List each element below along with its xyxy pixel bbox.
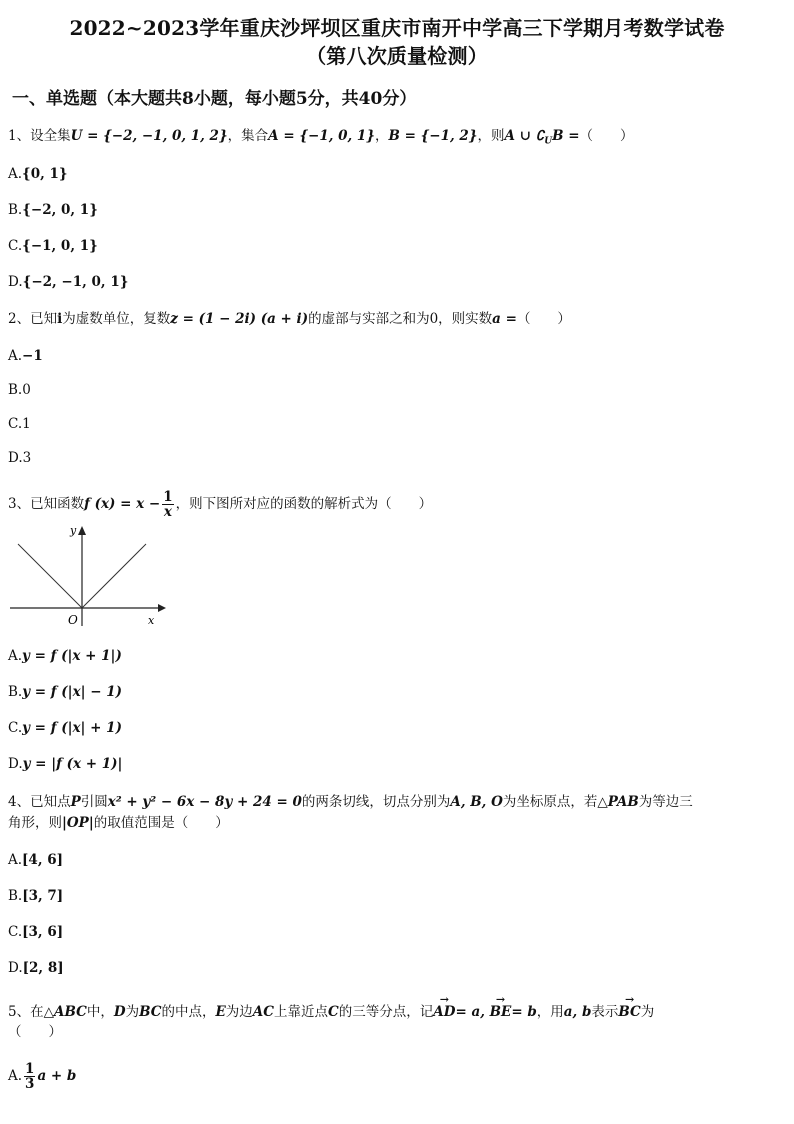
- option-value: y = f (|x| + 1): [22, 720, 122, 736]
- q4-circle-equation: x² + y² − 6x − 8y + 24 = 0: [107, 794, 302, 810]
- q2-prefix: 2、已知: [8, 311, 58, 327]
- q5-point-d: D: [113, 1004, 126, 1020]
- q4-text4: 为等边三: [638, 794, 693, 810]
- option-value: y = |f (x + 1)|: [22, 756, 123, 772]
- option-value: 3: [22, 450, 32, 466]
- q4-prefix: 4、已知点: [8, 794, 71, 810]
- q5-eq2: = b: [511, 1004, 537, 1020]
- fraction-numerator: 1: [25, 1061, 35, 1077]
- option-label: A.: [8, 648, 23, 664]
- option-label: A.: [8, 1068, 23, 1084]
- option-value: y = f (|x| − 1): [22, 684, 123, 700]
- q5-segment-bc: BC: [139, 1004, 162, 1020]
- option-label: A.: [8, 852, 23, 868]
- y-axis-arrow: [78, 526, 86, 535]
- q5-text7: ，用: [536, 1004, 564, 1020]
- option-label: C.: [8, 924, 23, 940]
- q1-prefix: 1、设全集: [8, 128, 71, 144]
- q4-option-a[interactable]: [8, 850, 63, 870]
- question-4-line1: [8, 792, 693, 812]
- question-5-line2: [8, 1022, 62, 1042]
- q3-function-graph: [8, 522, 168, 632]
- graph-right-branch: [82, 544, 146, 608]
- option-value: −1: [22, 348, 43, 364]
- q3-option-b[interactable]: [8, 682, 122, 702]
- q1-text: ，集合: [227, 128, 269, 144]
- graph-left-branch: [18, 544, 82, 608]
- q4-triangle: PAB: [607, 794, 639, 810]
- q2-option-d[interactable]: [8, 448, 31, 468]
- q5-prefix: 5、在△: [8, 1004, 54, 1020]
- q4-option-c[interactable]: [8, 922, 63, 942]
- q2-expression: z = (1 − 2i) (a + i): [170, 311, 309, 327]
- q5-text4: 为边: [225, 1004, 253, 1020]
- q4-option-b[interactable]: [8, 886, 63, 906]
- option-value: {−1, 0, 1}: [22, 238, 98, 254]
- q5-vector-be: → BE: [490, 1002, 512, 1022]
- q3-fraction: [162, 490, 173, 519]
- q5-vector-bc: → BC: [618, 1002, 640, 1022]
- option-label: B.: [8, 684, 23, 700]
- option-label: D.: [8, 450, 23, 466]
- q4-text: 引圆: [80, 794, 108, 810]
- option-value: [4, 6]: [22, 852, 64, 868]
- q4-line2-prefix: 角形，则: [8, 815, 62, 831]
- page-subtitle: （第八次质量检测）: [306, 44, 488, 68]
- q4-point-p: P: [70, 794, 81, 810]
- q5-eq1: = a,: [455, 1004, 490, 1020]
- option-value: [3, 7]: [22, 888, 64, 904]
- q2-variable: a =: [492, 311, 517, 327]
- q3-prefix: 3、已知函数: [8, 496, 85, 512]
- q5-vectors-ab: a, b: [563, 1004, 592, 1020]
- q5-point-e: E: [215, 1004, 226, 1020]
- option-label: C.: [8, 720, 23, 736]
- section-heading: 一、单选题（本大题共8小题，每小题5分，共40分）: [12, 89, 417, 109]
- q5-text9: 为: [640, 1004, 655, 1020]
- q2-option-b[interactable]: [8, 380, 31, 400]
- q2-option-c[interactable]: [8, 414, 31, 434]
- q5-text8: 表示: [591, 1004, 619, 1020]
- q1-option-c[interactable]: [8, 236, 98, 256]
- q5-point-c: C: [328, 1004, 339, 1020]
- question-3: [8, 490, 432, 519]
- option-value: {−2, −1, 0, 1}: [22, 274, 129, 290]
- option-label: D.: [8, 960, 23, 976]
- q5-triangle: ABC: [53, 1004, 87, 1020]
- q5-option-a-fraction: [24, 1062, 35, 1091]
- q5-answer-blank: （ ）: [8, 1024, 62, 1040]
- q1-universal-set: U = {−2, −1, 0, 1, 2}: [70, 128, 228, 144]
- option-label: D.: [8, 756, 23, 772]
- question-4-line2: [8, 813, 229, 833]
- q5-text2: 为: [125, 1004, 140, 1020]
- q1-option-b[interactable]: [8, 200, 98, 220]
- q2-option-a[interactable]: [8, 346, 43, 366]
- option-value: {0, 1}: [22, 166, 68, 182]
- q2-text: 为虚数单位，复数: [62, 311, 171, 327]
- q4-text3: 为坐标原点，若△: [502, 794, 608, 810]
- fraction-numerator: 1: [163, 489, 173, 505]
- option-value: {−2, 0, 1}: [22, 202, 98, 218]
- option-value: a + b: [37, 1068, 77, 1084]
- option-label: C.: [8, 238, 23, 254]
- q1-answer-blank: （ ）: [579, 128, 634, 144]
- q5-text5: 上靠近点: [274, 1004, 329, 1020]
- q4-option-d[interactable]: [8, 958, 64, 978]
- q1-expression: A ∪ ∁: [504, 128, 545, 144]
- q1-text2: ，则: [477, 128, 505, 144]
- q1-expression-end: B =: [552, 128, 580, 144]
- q1-subscript: U: [544, 136, 553, 147]
- q5-option-a[interactable]: [8, 1062, 76, 1091]
- q4-points: A, B, O: [450, 794, 503, 810]
- q5-text6: 的三等分点，记: [338, 1004, 434, 1020]
- option-label: D.: [8, 274, 23, 290]
- q5-text: 中，: [86, 1004, 114, 1020]
- q2-text2: 的虚部与实部之和为0，则实数: [308, 311, 493, 327]
- question-2: [8, 309, 571, 329]
- fraction-denominator: x: [163, 504, 172, 520]
- option-label: B.: [8, 382, 23, 398]
- q2-answer-blank: （ ）: [516, 311, 571, 327]
- q5-segment-ac: AC: [252, 1004, 275, 1020]
- x-axis-arrow: [158, 604, 166, 612]
- q3-expression: f (x) = x −: [84, 496, 161, 512]
- origin-label: O: [68, 613, 78, 627]
- question-5-line1: [8, 1002, 654, 1022]
- q3-text: ，则下图所对应的函数的解析式为（ ）: [175, 496, 433, 512]
- option-label: B.: [8, 888, 23, 904]
- q5-vector-ad: → AD: [433, 1002, 455, 1022]
- option-value: 1: [22, 416, 31, 432]
- q1-set-a: A = {−1, 0, 1}: [268, 128, 375, 144]
- option-value: 0: [22, 382, 31, 398]
- option-value: [3, 6]: [22, 924, 64, 940]
- q4-text2: 的两条切线，切点分别为: [301, 794, 451, 810]
- q1-option-d[interactable]: [8, 272, 128, 292]
- question-1: [8, 126, 634, 152]
- option-value: y = f (|x + 1|): [22, 648, 122, 664]
- q4-op-length: |OP|: [62, 815, 94, 831]
- q2-imag-unit: i: [57, 311, 63, 327]
- x-axis-label: x: [148, 614, 155, 627]
- q3-option-c[interactable]: [8, 718, 122, 738]
- q3-option-d[interactable]: [8, 754, 122, 774]
- option-label: A.: [8, 348, 23, 364]
- q1-set-b: B = {−1, 2}: [388, 128, 478, 144]
- q1-option-a[interactable]: [8, 164, 68, 184]
- option-label: B.: [8, 202, 23, 218]
- y-axis-label: y: [70, 524, 77, 537]
- q5-text3: 的中点，: [161, 1004, 216, 1020]
- q4-line2-suffix: 的取值范围是（ ）: [93, 815, 229, 831]
- option-label: A.: [8, 166, 23, 182]
- q3-option-a[interactable]: [8, 646, 122, 666]
- fraction-denominator: 3: [25, 1076, 35, 1092]
- option-label: C.: [8, 416, 23, 432]
- q1-sep: ，: [374, 128, 389, 144]
- option-value: [2, 8]: [22, 960, 64, 976]
- page-title: 2022~2023学年重庆沙坪坝区重庆市南开中学高三下学期月考数学试卷: [69, 16, 725, 40]
